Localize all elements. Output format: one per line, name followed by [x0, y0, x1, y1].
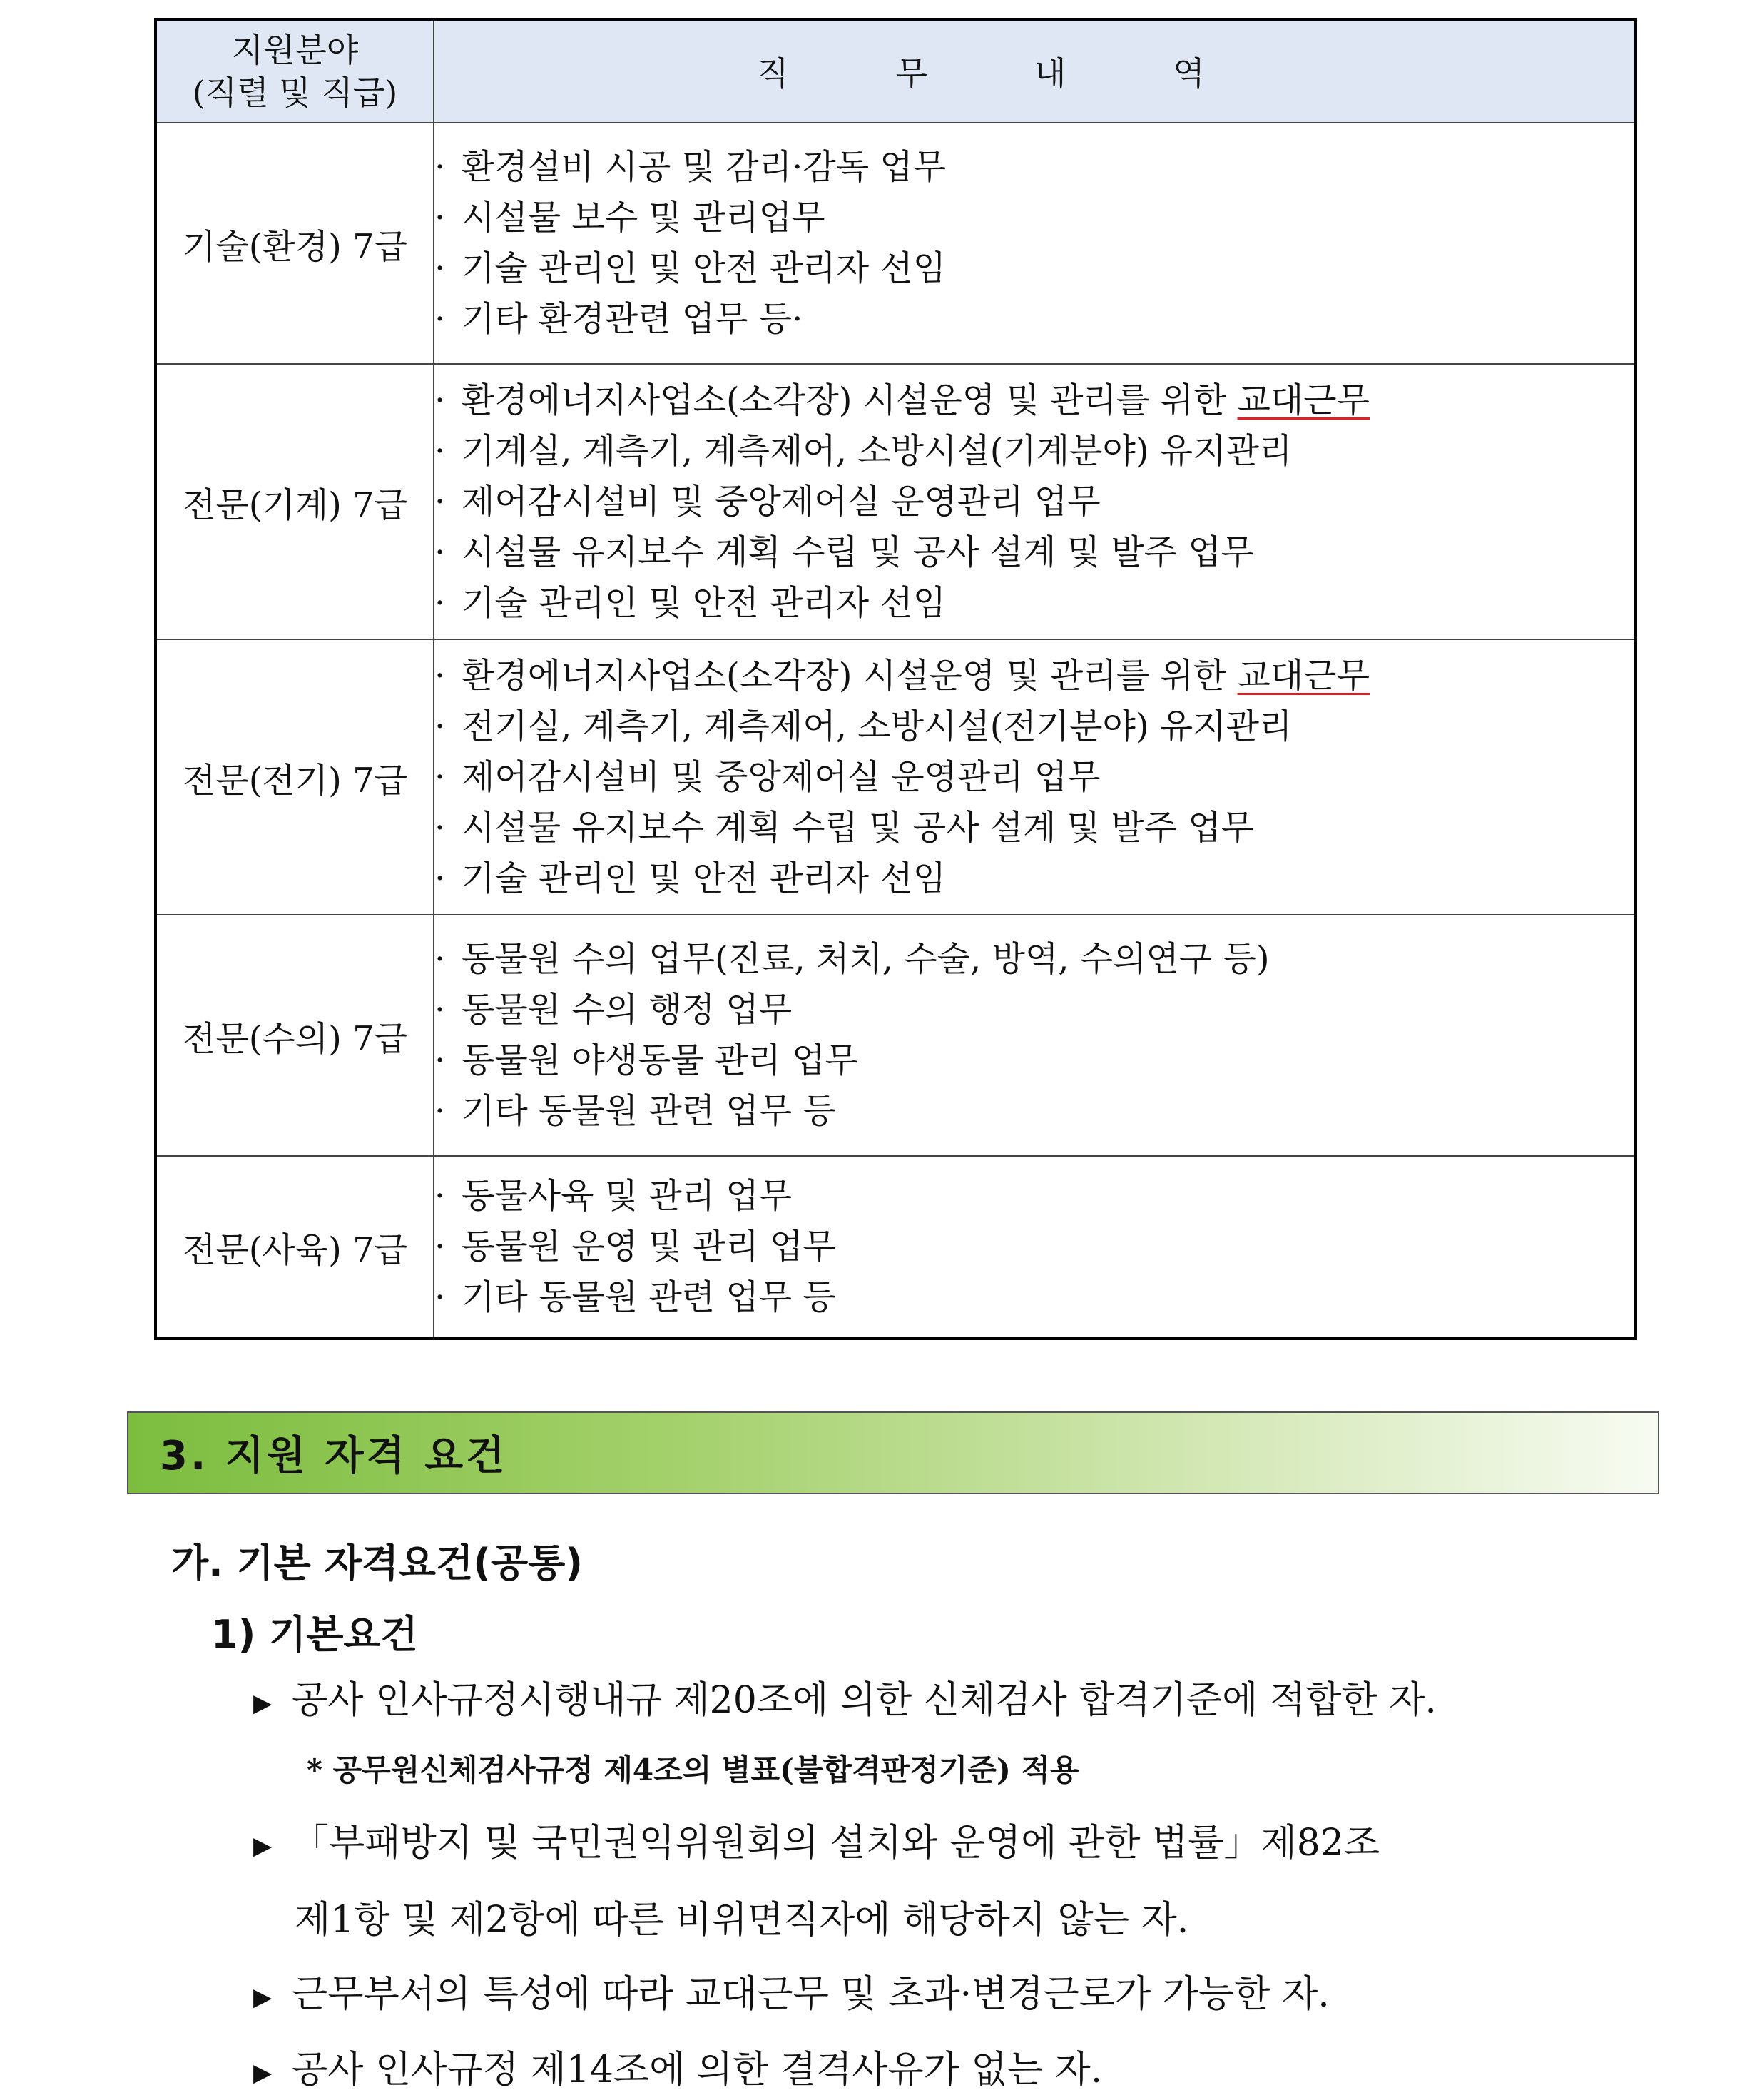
table-row — [156, 1156, 1636, 1339]
duty-cell — [434, 1156, 1636, 1339]
duty-item: · 제어감시설비 및 중앙제어실 운영관리 업무 — [434, 477, 1634, 527]
bullet-icon: · — [434, 1227, 446, 1267]
bullet-icon: · — [434, 380, 446, 420]
bullet-icon: · — [434, 807, 446, 848]
duty-item: · 시설물 유지보수 계획 수립 및 공사 설계 및 발주 업무 — [434, 527, 1634, 578]
duty-item: · 동물원 야생동물 관리 업무 — [434, 1035, 1634, 1086]
duty-item: · 동물원 수의 업무(진료, 처치, 수술, 방역, 수의연구 등) — [434, 934, 1634, 985]
bullet-icon: · — [434, 1277, 446, 1317]
field-cell: 전문(전기) 7급 — [156, 639, 434, 915]
duty-item: · 기술 관리인 및 안전 관리자 선임 — [434, 578, 1634, 629]
duty-item: · 동물사육 및 관리 업무 — [434, 1171, 1634, 1222]
field-cell: 전문(사육) 7급 — [156, 1156, 434, 1339]
table-row — [156, 123, 1636, 364]
duty-cell — [434, 639, 1636, 915]
duty-item: · 기술 관리인 및 안전 관리자 선임 — [434, 243, 1634, 294]
duty-item: · 기타 동물원 관련 업무 등 — [434, 1086, 1634, 1137]
header-field — [156, 19, 434, 123]
duty-cell — [434, 364, 1636, 639]
section-header — [127, 1411, 1659, 1494]
requirement-item: ▶ 공사 인사규정시행내규 제20조에 의한 신체검사 합격기준에 적합한 자. — [253, 1679, 1437, 1722]
bullet-icon: · — [434, 1091, 446, 1131]
duty-item: · 환경설비 시공 및 감리·감독 업무 — [434, 142, 1634, 193]
bullet-icon: · — [434, 939, 446, 979]
bullet-icon: · — [434, 430, 446, 471]
duty-item: · 전기실, 계측기, 계측제어, 소방시설(전기분야) 유지관리 — [434, 701, 1634, 752]
requirement-item: ▶ 근무부서의 특성에 따라 교대근무 및 초과·변경근로가 가능한 자. — [253, 1973, 1330, 2016]
table-row — [156, 364, 1636, 639]
bullet-icon: · — [434, 756, 446, 797]
duty-item: · 제어감시설비 및 중앙제어실 운영관리 업무 — [434, 752, 1634, 803]
bullet-icon: · — [434, 481, 446, 522]
duty-item: · 기계실, 계측기, 계측제어, 소방시설(기계분야) 유지관리 — [434, 426, 1634, 477]
requirement-item: ▶ 「부패방지 및 국민권익위원회의 설치와 운영에 관한 법률」제82조 — [253, 1822, 1380, 1865]
bullet-icon: · — [434, 147, 446, 187]
bullet-icon: · — [434, 1040, 446, 1080]
duty-item: · 동물원 수의 행정 업무 — [434, 985, 1634, 1035]
duty-item: · 기술 관리인 및 안전 관리자 선임 — [434, 853, 1634, 904]
bullet-icon: · — [434, 582, 446, 623]
underlined-term: 교대근무 — [1237, 380, 1370, 420]
bullet-icon: · — [434, 1176, 446, 1216]
header-duty: 직무내역 — [434, 19, 1636, 123]
duty-item: · 환경에너지사업소(소각장) 시설운영 및 관리를 위한 교대근무 — [434, 651, 1634, 701]
triangle-right-icon: ▶ — [253, 1688, 273, 1718]
duty-item: · 환경에너지사업소(소각장) 시설운영 및 관리를 위한 교대근무 — [434, 375, 1634, 426]
field-cell: 기술(환경) 7급 — [156, 123, 434, 364]
subsection-heading-a: 가. 기본 자격요건(공통) — [171, 1541, 583, 1586]
duty-table — [154, 18, 1637, 1340]
triangle-right-icon: ▶ — [253, 1982, 273, 2012]
subsection-heading-1: 1) 기본요건 — [211, 1612, 418, 1657]
table-header-row — [156, 19, 1636, 123]
table-row — [156, 639, 1636, 915]
header-field-line1: 지원분야 — [231, 31, 359, 69]
bullet-icon: · — [434, 655, 446, 696]
requirement-continuation: 제1항 및 제2항에 따른 비위면직자에 해당하지 않는 자. — [295, 1899, 1189, 1942]
requirement-note: * 공무원신체검사규정 제4조의 별표(불합격판정기준) 적용 — [307, 1752, 1079, 1787]
field-cell: 전문(수의) 7급 — [156, 915, 434, 1156]
duty-cell — [434, 123, 1636, 364]
table-row — [156, 915, 1636, 1156]
requirement-item: ▶ 공사 인사규정 제14조에 의한 결격사유가 없는 자. — [253, 2049, 1103, 2091]
bullet-icon: · — [434, 299, 446, 339]
bullet-icon: · — [434, 248, 446, 288]
duty-item: · 기타 환경관련 업무 등· — [434, 294, 1634, 345]
duty-item: · 시설물 유지보수 계획 수립 및 공사 설계 및 발주 업무 — [434, 803, 1634, 853]
triangle-right-icon: ▶ — [253, 2058, 273, 2087]
duty-item: · 시설물 보수 및 관리업무 — [434, 193, 1634, 243]
duty-item: · 기타 동물원 관련 업무 등 — [434, 1272, 1634, 1323]
triangle-right-icon: ▶ — [253, 1831, 273, 1860]
header-field-line2: (직렬 및 직급) — [192, 73, 398, 112]
field-cell: 전문(기계) 7급 — [156, 364, 434, 639]
bullet-icon: · — [434, 858, 446, 898]
bullet-icon: · — [434, 706, 446, 746]
duty-cell — [434, 915, 1636, 1156]
underlined-term: 교대근무 — [1237, 655, 1370, 696]
bullet-icon: · — [434, 198, 446, 238]
bullet-icon: · — [434, 990, 446, 1030]
duty-item: · 동물원 운영 및 관리 업무 — [434, 1222, 1634, 1272]
bullet-icon: · — [434, 532, 446, 572]
section-title: 3. 지원 자격 요건 — [160, 1433, 508, 1479]
